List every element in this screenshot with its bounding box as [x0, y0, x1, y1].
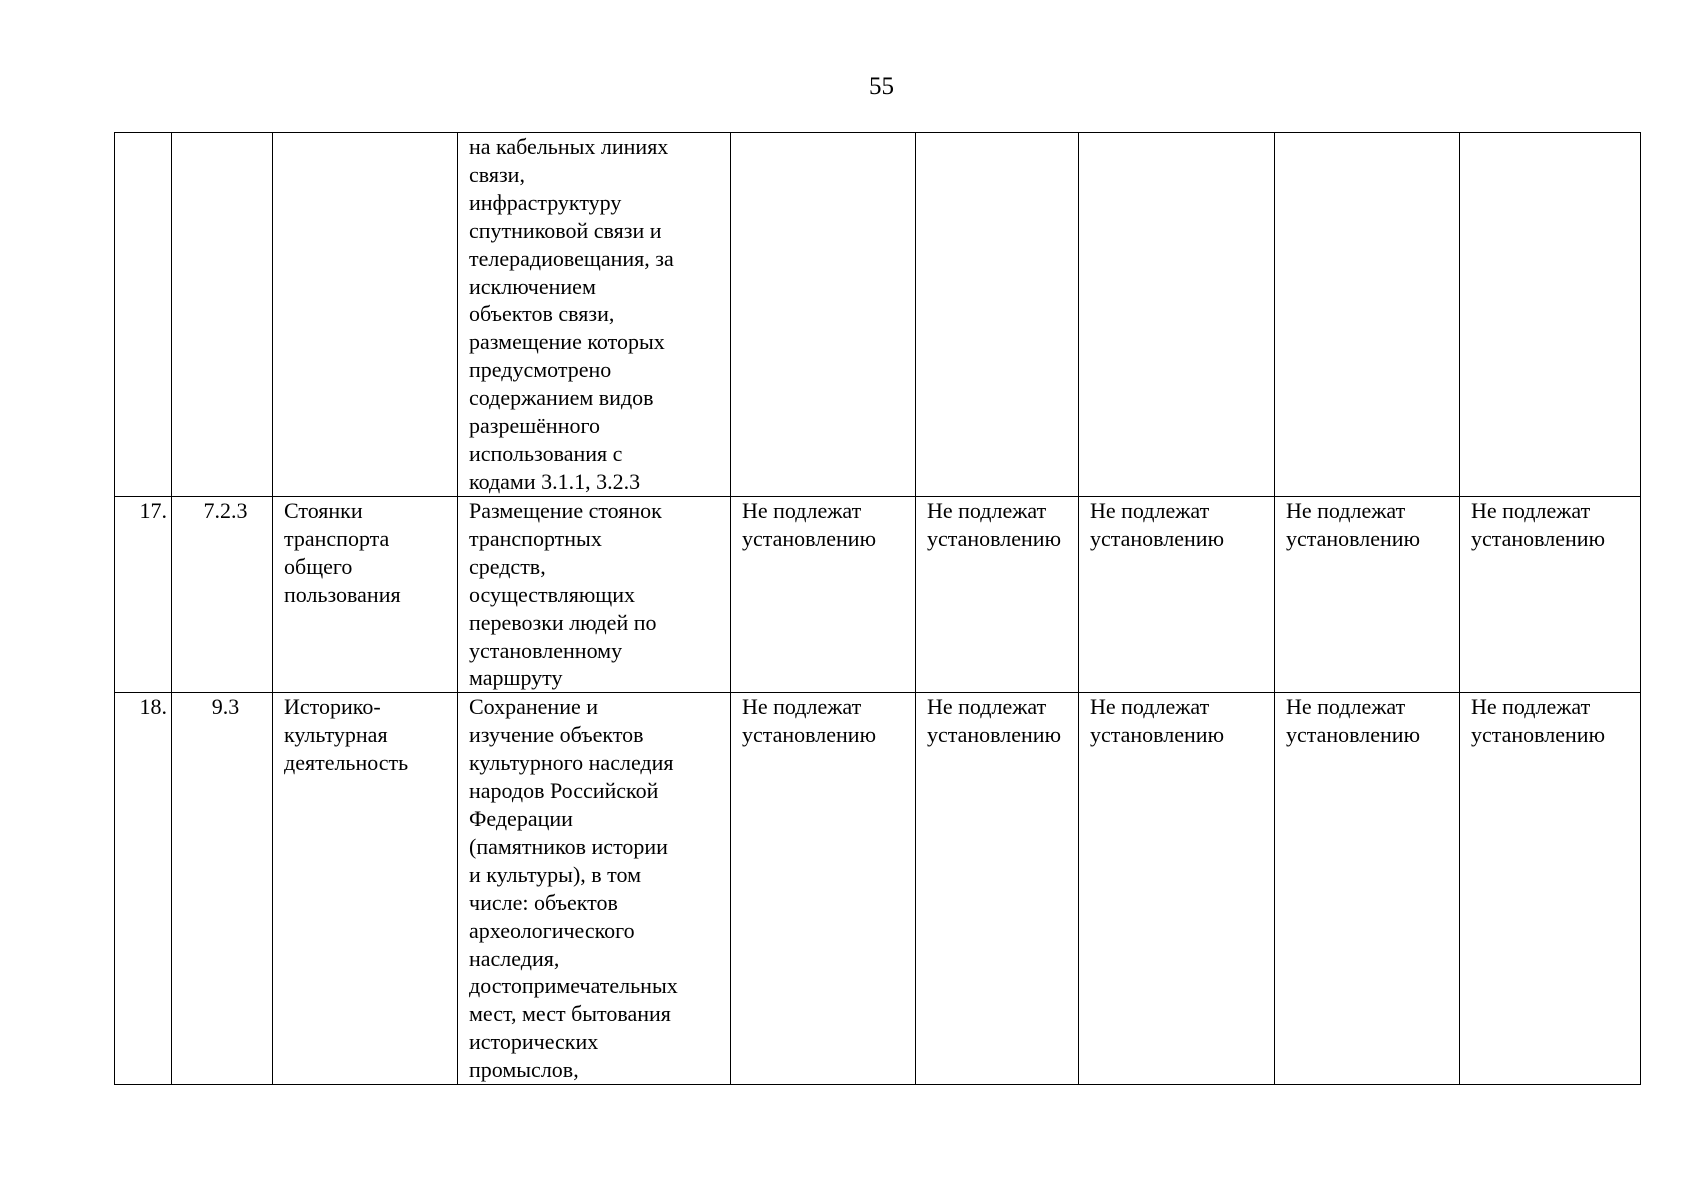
parameter-cell: Не подлежат установлению — [1275, 693, 1460, 1085]
parameter-cell: Не подлежат установлению — [916, 693, 1079, 1085]
parameter-cell: Не подлежат установлению — [1079, 693, 1275, 1085]
description-cell: Сохранение и изучение объектов культурного наследия народов Российской Федерации (памятников истории и культуры), в том числе: объектов археологического наследия, достопримечательных мест, мест бытования исторических промыслов, — [458, 693, 731, 1085]
use-name-cell: Историко- культурная деятельность — [273, 693, 458, 1085]
parameter-cell: Не подлежат установлению — [1275, 497, 1460, 693]
row-number-cell: 18. — [115, 693, 172, 1085]
use-name-cell — [273, 133, 458, 497]
parameter-cell — [731, 133, 916, 497]
land-use-table — [114, 132, 1641, 1085]
parameter-cell — [1275, 133, 1460, 497]
parameter-cell: Не подлежат установлению — [1079, 497, 1275, 693]
parameter-cell — [916, 133, 1079, 497]
code-cell: 9.3 — [172, 693, 273, 1085]
page-number: 55 — [869, 73, 894, 100]
parameter-cell: Не подлежат установлению — [1460, 497, 1641, 693]
row-number-cell — [115, 133, 172, 497]
parameter-cell: Не подлежат установлению — [916, 497, 1079, 693]
table-row — [115, 497, 1641, 693]
use-name-cell: Стоянки транспорта общего пользования — [273, 497, 458, 693]
parameter-cell — [1079, 133, 1275, 497]
parameter-cell — [1460, 133, 1641, 497]
table-row — [115, 693, 1641, 1085]
code-cell — [172, 133, 273, 497]
table-row — [115, 133, 1641, 497]
parameter-cell: Не подлежат установлению — [731, 497, 916, 693]
parameter-cell: Не подлежат установлению — [731, 693, 916, 1085]
description-cell: Размещение стоянок транспортных средств, осуществляющих перевозки людей по установленному маршруту — [458, 497, 731, 693]
description-cell: на кабельных линиях связи, инфраструктуру спутниковой связи и телерадиовещания, за исключением объектов связи, размещение которых предусмотрено содержанием видов разрешённого использования с кодами 3.1.1, 3.2.3 — [458, 133, 731, 497]
parameter-cell: Не подлежат установлению — [1460, 693, 1641, 1085]
code-cell: 7.2.3 — [172, 497, 273, 693]
row-number-cell: 17. — [115, 497, 172, 693]
